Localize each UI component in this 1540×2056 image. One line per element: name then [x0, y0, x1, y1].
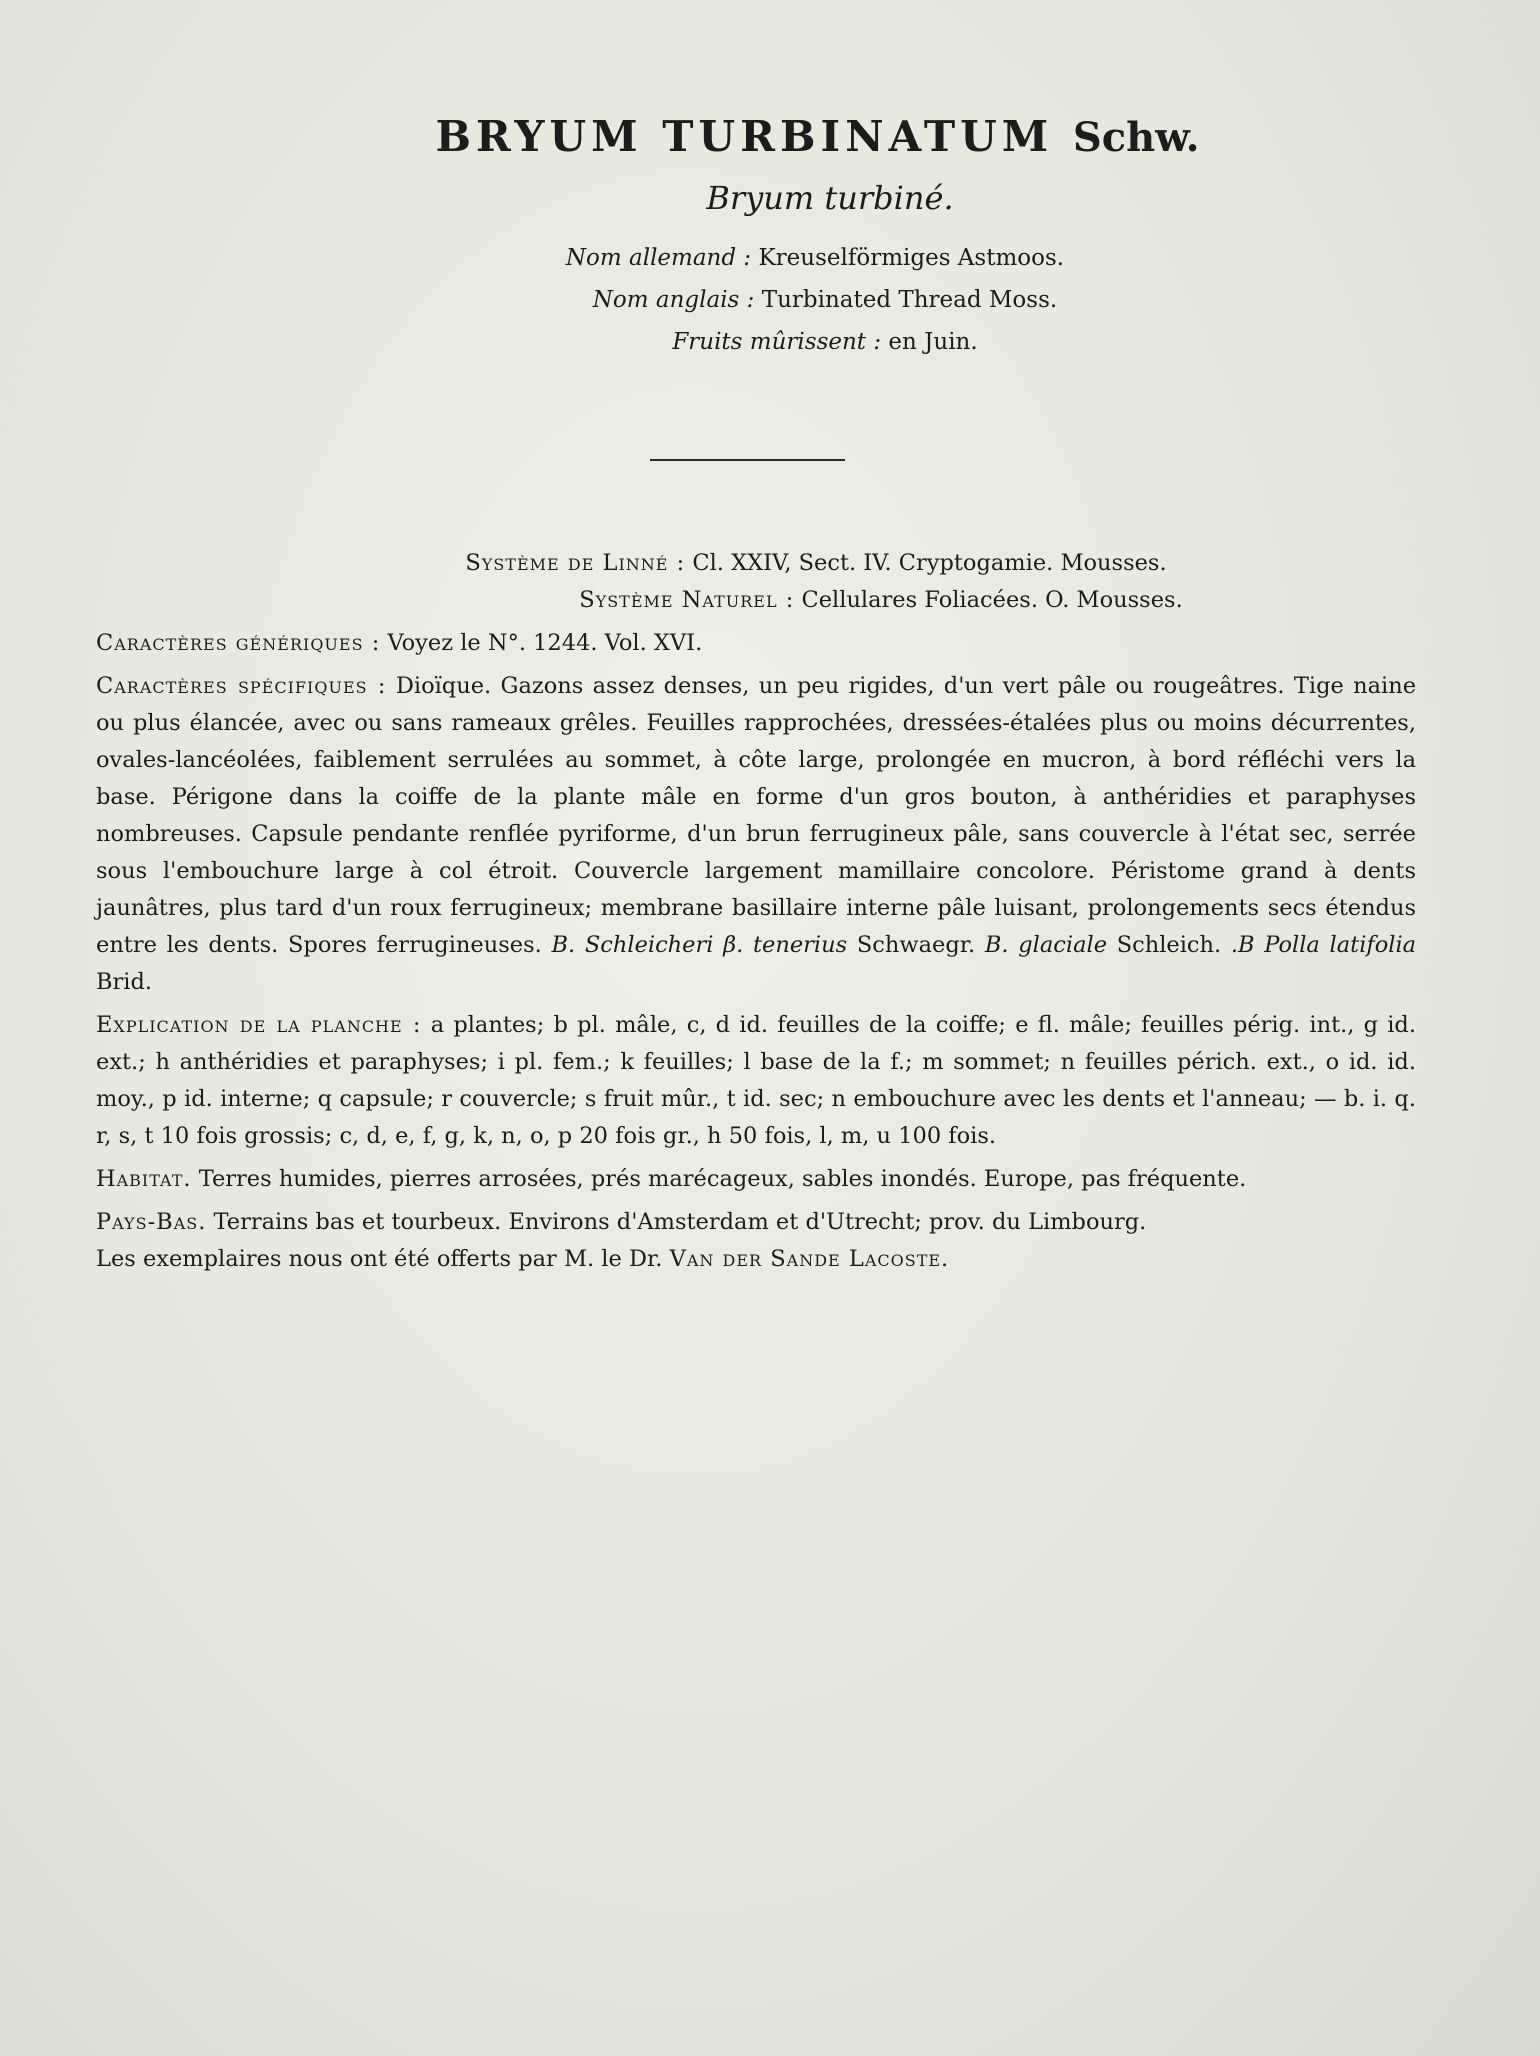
caracteres-generiques-label: Caractères génériques : [96, 630, 381, 656]
fruiting-value: en Juin. [888, 329, 978, 355]
systeme-linne-label: Système de Linné : [465, 550, 686, 576]
divider-rule [650, 459, 845, 461]
page-title [95, 112, 1540, 161]
fruiting-label: Fruits mûrissent : [672, 329, 882, 355]
pays-bas-text: Terrains bas et tourbeux. Environs d'Amsterdam et d'Utrecht; prov. du Limbourg. [213, 1209, 1147, 1235]
header [0, 112, 1540, 363]
synonym-3: .B Polla latifolia [1230, 932, 1417, 958]
systeme-linne-text: Cl. XXIV, Sect. IV. Cryptogamie. Mousses. [692, 550, 1167, 576]
caracteres-specifiques-text: Dioïque. Gazons assez denses, un peu rigides, d'un vert pâle ou rougeâtres. Tige naine ou plus élancée, avec ou sans rameaux grêles. Feuilles rapprochées, dressées-étalées plus ou moins décurrentes, ovales-lancéolées, faiblement serrulées au sommet, à côte large, prolongée en mucron, à bord réfléchi vers la base. Périgone dans la coiffe de la plante mâle en forme d'un gros bouton, à anthéridies et paraphyses nombreuses. Capsule pendante renflée pyriforme, d'un brun ferrugineux pâle, sans couvercle à l'état sec, serrée sous l'embouchure large à col étroit. Couvercle largement mamillaire concolore. Péristome grand à dents jaunâtres, plus tard d'un roux ferrugineux; membrane basillaire interne pâle luisant, prolongements secs étendus entre les dents. Spores ferrugineuses. [96, 673, 1417, 958]
synonym-2: B. glaciale [984, 932, 1108, 958]
name-german-value: Kreuselförmiges Astmoos. [758, 245, 1065, 271]
habitat [96, 1161, 1416, 1198]
explication-text: a plantes; b pl. mâle, c, d id. feuilles de la coiffe; e fl. mâle; feuilles périg. int., g id. ext.; h anthéridies et paraphyses; i pl. fem.; k feuilles; l base de la f.; m sommet; n feuilles périch. ext., o id. id. moy., p id. interne; q capsule; r couvercle; s fruit mûr., t id. sec; n embouchure avec les dents et l'anneau; — b. i. q. r, s, t 10 fois grossis; c, d, e, f, g, k, n, o, p 20 fois gr., h 50 fois, l, m, u 100 fois. [96, 1012, 1416, 1149]
explication-label: Explication de la planche : [96, 1012, 422, 1038]
description-body [96, 545, 1416, 1278]
pays-bas-label: Pays-Bas. [96, 1209, 207, 1235]
title-author: Schw. [1072, 114, 1200, 161]
name-english [110, 279, 1540, 321]
synonym-1-author: Schwaegr. [856, 932, 976, 958]
synonym-1: B. Schleicheri β. tenerius [551, 932, 848, 958]
name-english-label: Nom anglais : [592, 287, 755, 313]
habitat-text: Terres humides, pierres arrosées, prés marécageux, sables inondés. Europe, pas fréquente. [198, 1166, 1247, 1192]
explication-planche [96, 1007, 1416, 1155]
exemplaires-text: Les exemplaires nous ont été offerts par M. le Dr. [96, 1246, 663, 1272]
exemplaires-name: Van der Sande Lacoste. [669, 1246, 950, 1272]
name-german [90, 237, 1540, 279]
name-english-value: Turbinated Thread Moss. [761, 287, 1058, 313]
systeme-naturel-label: Système Naturel : [579, 587, 795, 613]
name-german-label: Nom allemand : [565, 245, 752, 271]
synonym-2-author: Schleich. [1116, 932, 1222, 958]
caracteres-generiques-text: Voyez le N°. 1244. Vol. XVI. [387, 630, 703, 656]
subtitle: Bryum turbiné. [706, 179, 954, 217]
systeme-linne [216, 545, 1416, 582]
systeme-naturel [346, 582, 1416, 619]
systeme-naturel-text: Cellulares Foliacées. O. Mousses. [801, 587, 1183, 613]
caracteres-specifiques [96, 668, 1416, 1001]
common-names [0, 237, 1540, 363]
habitat-label: Habitat. [96, 1166, 192, 1192]
exemplaires [96, 1241, 1416, 1278]
caracteres-generiques [96, 625, 1416, 662]
synonym-3-author: Brid. [96, 969, 153, 995]
pays-bas [96, 1204, 1416, 1241]
title-name: BRYUM TURBINATUM [435, 112, 1054, 161]
caracteres-specifiques-label: Caractères spécifiques : [96, 673, 387, 699]
fruiting-time [110, 321, 1540, 363]
